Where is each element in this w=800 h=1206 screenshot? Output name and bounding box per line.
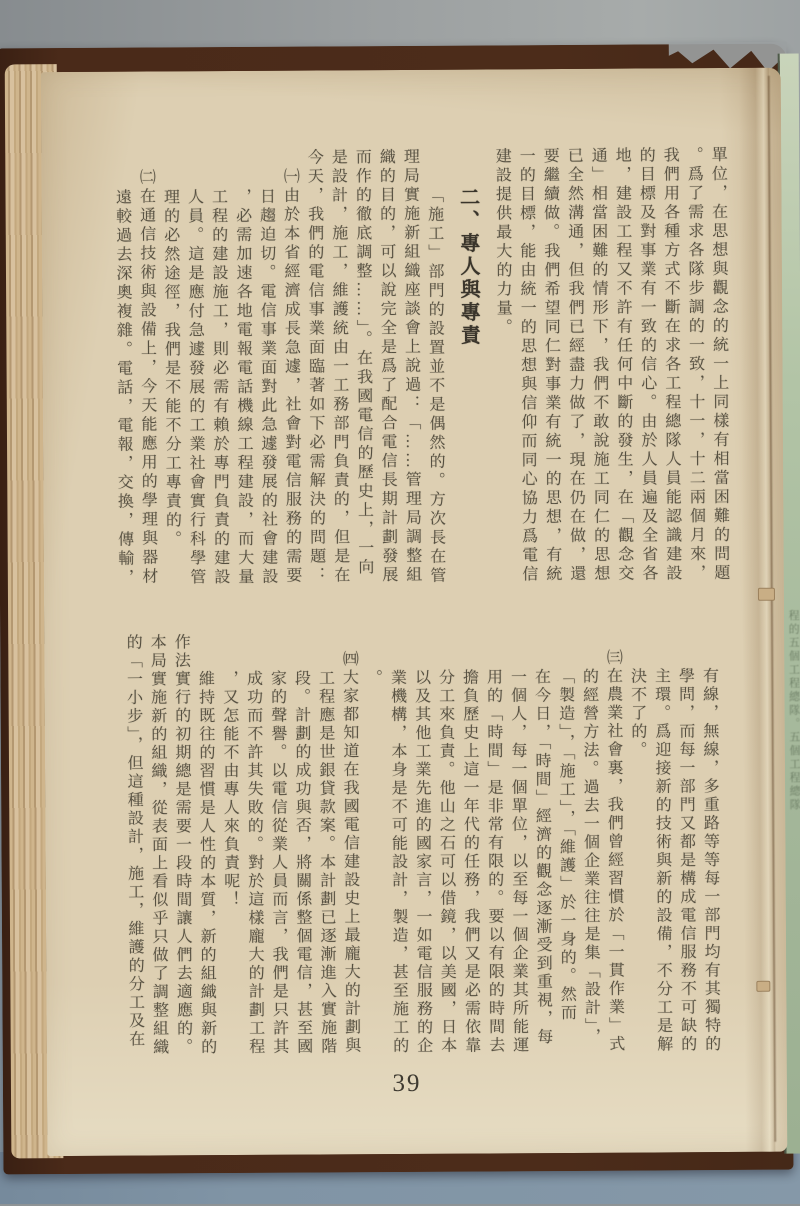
text-column: 工程的建設施工，則必需有賴於專門負責的建設 bbox=[209, 188, 229, 588]
text-column: 決不了的。 bbox=[628, 667, 646, 760]
text-column: ㈡在通信技術與設備上，今天能應用的學理與器材 bbox=[137, 168, 157, 587]
text-column: 人員。這是應付急遽發展的工業社會實行科學管 bbox=[185, 188, 205, 588]
text-column: 工程應是世銀貸款案。本計劃已逐漸進入實施階 bbox=[316, 669, 336, 1056]
text-column: 用的「時間」是非常有限的。要以有限的時間去 bbox=[484, 668, 504, 1055]
text-column: 一個人，每一個單位，以至每一個企業其所能運 bbox=[508, 668, 528, 1055]
text-column: 作法實行的初期總是需要一段時間讓人們去適應的。 bbox=[172, 633, 192, 1057]
text-column: 。 bbox=[364, 669, 382, 688]
text-column: 業機構，本身是不可能設計，製造，甚至施工的 bbox=[388, 668, 408, 1056]
text-column: 理局實施新組織座談會上說過：「……管理局調整組 bbox=[401, 147, 421, 585]
text-column: 本局實施新的組織，從表面上看似乎只做了調整組織 bbox=[148, 633, 168, 1057]
text-column: 。爲了需求各隊步調的一致，十一，十二兩個月來， bbox=[685, 146, 705, 584]
text-block-bottom bbox=[120, 630, 723, 1070]
text-column: 是設計，施工，維護統由一工務部門負責的，但是在 bbox=[329, 148, 349, 586]
text-column: 理的必然途徑，我們是不能不分工專責的。 bbox=[161, 188, 181, 550]
text-column: 地，建設工程又不許有任何中斷的發生，在「觀念交 bbox=[613, 146, 633, 584]
section-heading: 二、專人與專責 bbox=[456, 186, 480, 348]
text-column: 段。計劃的成功與否，將關係整個電信，甚至國 bbox=[292, 669, 312, 1057]
page-number: 39 bbox=[392, 1069, 422, 1098]
text-column: 成功而不許其失敗的。對於這樣龐大的計劃工程 bbox=[244, 669, 264, 1057]
text-column: 已全然溝通，但我們已經盡力做了，現在仍在做，還 bbox=[565, 146, 585, 584]
text-column: 分工來負責。他山之石可以借鏡，以美國，日本 bbox=[436, 668, 456, 1056]
text-column: 遠較過去深奧複雜。電話，電報，交換，傳輸， bbox=[113, 188, 133, 588]
text-column: ㈣大家都知道在我國電信建設史上最龐大的計劃與 bbox=[340, 650, 360, 1056]
text-column: 有線，無線，多重路等等每一部門均有其獨特的 bbox=[700, 667, 720, 1054]
text-column: 維持既往的習慣是人性的本質，新的組織與新的 bbox=[196, 670, 216, 1057]
text-column: 的經營方法。過去一個企業往往是集「設計」， bbox=[580, 667, 600, 1047]
text-column: 「施工」部門的設置並不是偶然的。方次長在管 bbox=[425, 186, 445, 586]
text-column: 以及其他工業先進的國家言，一如電信服務的企 bbox=[412, 668, 432, 1056]
next-page-edge-text: 程的五個工程總隊。五個工程總隊 bbox=[787, 609, 800, 813]
text-column: 而作的徹底調整……」。在我國電信的歷史上，一向 bbox=[353, 148, 373, 578]
text-column: 擔負歷史上這一年代的任務，我們又是必需依靠 bbox=[460, 668, 480, 1056]
text-column: 「製造」，「施工」，「維護」於一身的。然而 bbox=[556, 667, 576, 1023]
text-column: ㈢在農業社會裏，我們曾經習慣於「一貫作業」式 bbox=[604, 648, 624, 1054]
text-column: 的目標及對事業有一致的信心。由於人員遍及全省各 bbox=[637, 146, 657, 584]
text-column: ㈠由於本省經濟成長急遽，社會對電信服務的需要 bbox=[281, 167, 301, 586]
paper-nick bbox=[756, 981, 770, 992]
text-column: 我們用各種方式不斷在求各工程總隊人員能認識建設 bbox=[661, 146, 681, 584]
text-column: 的「一小步」，但這種設計，施工，維護的分工及在 bbox=[124, 633, 144, 1049]
text-column: 一的目標，能由統一的思想與信仰而同心協力爲電信 bbox=[517, 147, 537, 585]
text-column: ，又怎能不由專人來負責呢！ bbox=[220, 669, 239, 910]
text-column: 建設提供最大的力量。 bbox=[493, 147, 512, 338]
paper-nick bbox=[758, 588, 775, 601]
text-column: 要繼續做。我們希望同仁對事業有統一的思想，有統 bbox=[541, 147, 561, 585]
text-column: 單位，在思想與觀念的統一上同樣有相當困難的問題 bbox=[709, 145, 729, 584]
text-column: 通」相當困難的情形下，我們不敢說施工同仁的思想 bbox=[589, 146, 609, 584]
text-column: 學問，而每一部門又都是構成電信服務不可缺的 bbox=[676, 667, 696, 1054]
text-column: 家的聲譽。以電信從業人員而言，我們是只許其 bbox=[268, 669, 288, 1057]
text-column: 在今日，「時間」經濟的觀念逐漸受到重視，每 bbox=[532, 668, 552, 1047]
text-column: ，必需加速各地電報電話機線工程建設，而大量 bbox=[233, 187, 253, 588]
book-page bbox=[41, 68, 788, 1157]
text-column: 今天，我們的電信事業面臨著如下必需解決的問題： bbox=[305, 148, 325, 586]
text-column: 織的目的，可以說完全是爲了配合電信長期計劃發展 bbox=[377, 148, 397, 586]
text-column: 主環。爲迎接新的技術與新的設備，不分工是解 bbox=[652, 667, 672, 1054]
text-column: 日趨迫切。電信事業面對此急遽發展的社會建設 bbox=[257, 187, 277, 587]
text-block-top bbox=[109, 146, 732, 600]
